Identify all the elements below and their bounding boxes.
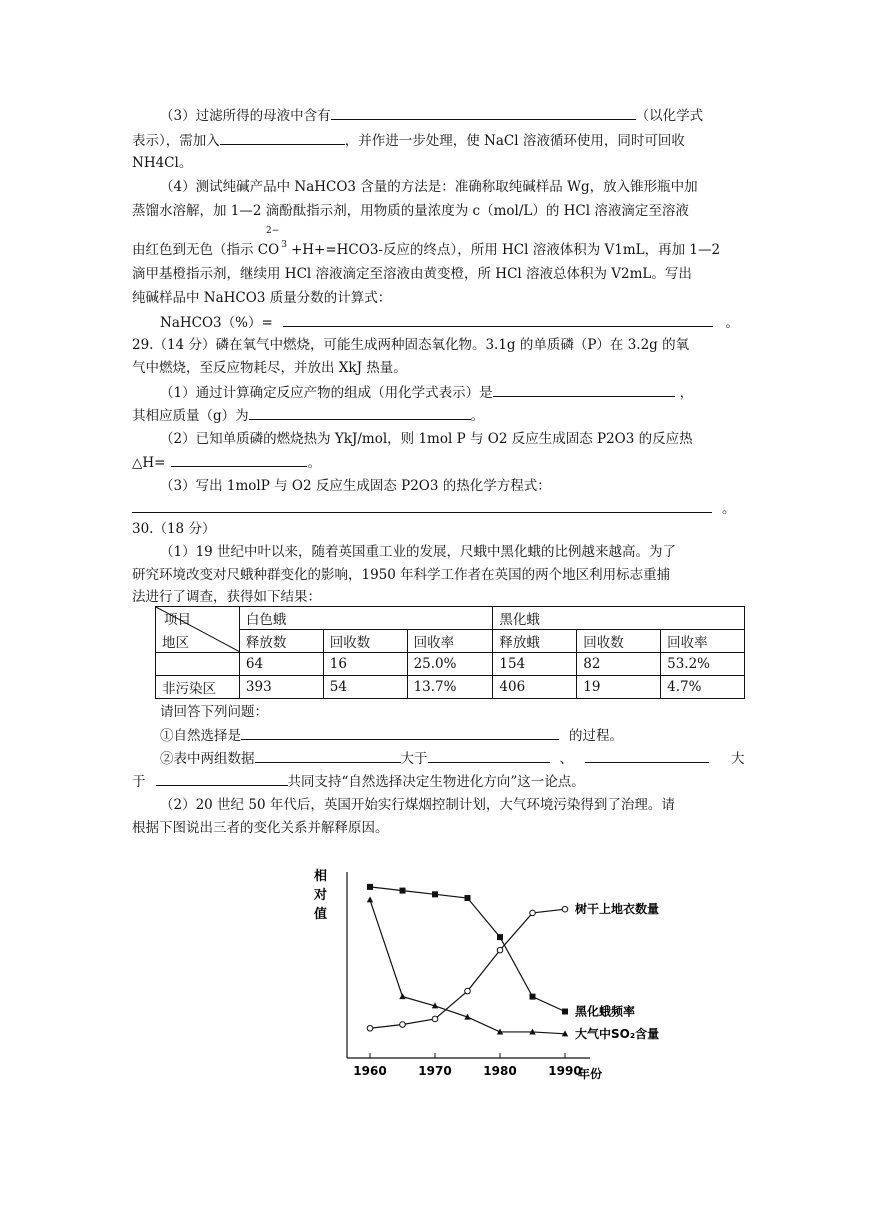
- answer-blank[interactable]: [331, 105, 636, 120]
- q30-q2-line1: [160, 748, 745, 769]
- group-header-white-moth: 白色蛾: [239, 607, 493, 630]
- subheader-cell: 回收数: [577, 630, 661, 653]
- data-point: [562, 906, 568, 912]
- punct: 。: [307, 455, 321, 471]
- data-point: [367, 884, 373, 890]
- punct: 。: [470, 408, 485, 424]
- data-point: [432, 891, 438, 897]
- q28-p3-line3: NH4Cl。: [132, 155, 193, 171]
- q28-p4-line5: 纯碱样品中 NaHCO3 质量分数的计算式：: [132, 290, 392, 306]
- q30-heading: 30.（18 分）: [132, 521, 216, 537]
- q28-p3-line1: [160, 105, 703, 126]
- data-point: [399, 993, 405, 999]
- table-cell: 406: [493, 676, 577, 699]
- punct: 。: [722, 501, 736, 517]
- q30-p1-line1: （1）19 世纪中叶以来，随着英国重工业的发展，尺蛾中黑化蛾的比例越来越高。为了: [160, 544, 677, 560]
- q30-p1-line3: 法进行了调查，获得如下结果：: [132, 589, 321, 605]
- series-label: 树干上地衣数量: [575, 902, 660, 917]
- x-axis-label: 年份: [578, 1067, 603, 1081]
- corner-header-bottom: 地区: [162, 635, 189, 651]
- table-cell: 64: [239, 653, 323, 676]
- q30-p1-line2: 研究环境改变对尺蛾种群变化的影响，1950 年科学工作者在英国的两个地区利用标志重捕: [132, 567, 671, 583]
- data-point: [432, 1016, 438, 1022]
- subheader-cell: 释放蛾: [493, 630, 577, 653]
- q30-q2-text-b: 大于: [400, 751, 428, 767]
- q28-p4-text-c2: +H+=HCO3-反应的终点），所用 HCl 溶液体积为 V1mL，再加 1—2: [290, 242, 721, 258]
- data-point: [465, 895, 471, 901]
- table-cell: 54: [323, 676, 407, 699]
- q29-p3-line1: （3）写出 1molP 与 O2 反应生成固态 P2O3 的热化学方程式：: [160, 478, 551, 494]
- q30-p2-line1: （2）20 世纪 50 年代后，英国开始实行煤烟控制计划，大气环境污染得到了治理。请: [160, 797, 675, 813]
- x-tick-label: 1990: [548, 1064, 582, 1078]
- q28-p4-formula-label: NaHCO3（%）=: [160, 315, 273, 331]
- q30-q2-text-d: 大: [731, 751, 745, 767]
- q28-p4-text-c1: 由红色到无色（指示 CO: [132, 242, 280, 258]
- q30-q1-text: ①自然选择是: [160, 728, 241, 744]
- table-cell: 393: [239, 676, 323, 699]
- y-axis-label-char: 对: [314, 888, 328, 903]
- subheader-cell: 回收率: [407, 630, 493, 653]
- q30-q2-text-e: 于: [132, 774, 146, 790]
- q28-p4-line2: 蒸馏水溶解，加 1—2 滴酚酞指示剂，用物质的量浓度为 c（mol/L）的 HCl 溶液滴定至溶液: [132, 203, 689, 219]
- group-header-melanic-moth: 黑化蛾: [493, 607, 745, 630]
- data-point: [367, 1025, 373, 1031]
- q29-line1: 29.（14 分）磷在氧气中燃烧，可能生成两种固态氧化物。3.1g 的单质磷（P）在 3.2g 的氧: [132, 337, 690, 353]
- data-point: [497, 947, 503, 953]
- answer-blank[interactable]: [283, 312, 713, 327]
- subheader-cell: 回收率: [661, 630, 745, 653]
- data-point: [367, 896, 373, 902]
- table-cell: 53.2%: [661, 653, 745, 676]
- q28-p3-text-c: 表示），需加入: [132, 133, 220, 149]
- answer-blank[interactable]: [585, 748, 709, 763]
- punct: 。: [725, 315, 739, 331]
- q30-ask: 请回答下列问题：: [160, 704, 268, 720]
- y-axis-label-char: 值: [314, 907, 328, 922]
- q28-p4-line4: 滴甲基橙指示剂，继续用 HCl 溶液滴定至溶液由黄变橙，所 HCl 溶液总体积为 V2mL。写出: [132, 266, 692, 282]
- table-corner-cell: [156, 607, 240, 653]
- data-point: [497, 934, 503, 940]
- data-point: [400, 1022, 406, 1028]
- superscript-charge: 2−: [266, 226, 280, 236]
- answer-blank[interactable]: [171, 452, 307, 467]
- q30-q2-text: ②表中两组数据: [160, 751, 255, 767]
- q30-q1-text-b: 的过程。: [569, 728, 623, 744]
- table-cell: 13.7%: [407, 676, 493, 699]
- table-cell: 19: [577, 676, 661, 699]
- series-label: 黑化蛾频率: [575, 1004, 636, 1019]
- q30-q2-line2: [132, 771, 585, 792]
- answer-blank[interactable]: [156, 771, 288, 786]
- subheader-cell: 释放数: [239, 630, 323, 653]
- x-tick-label: 1980: [483, 1064, 517, 1078]
- q29-line2: 气中燃烧，至反应物耗尽，并放出 XkJ 热量。: [132, 360, 407, 376]
- table-cell: 25.0%: [407, 653, 493, 676]
- q29-p3-line2: [132, 498, 736, 519]
- q28-p3-line2: [132, 130, 685, 151]
- answer-blank[interactable]: [249, 405, 471, 420]
- answer-blank[interactable]: [241, 725, 559, 740]
- region-cell: [156, 653, 240, 676]
- table-row: [156, 653, 745, 676]
- q28-p3-text-d: ，并作进一步处理，使 NaCl 溶液循环使用，同时可回收: [344, 133, 685, 149]
- punct: ，: [679, 385, 694, 401]
- q30-q2-text-f: 共同支持“自然选择决定生物进化方向”这一论点。: [287, 774, 585, 790]
- region-cell: 非污染区: [156, 676, 240, 699]
- punct: 、: [559, 751, 573, 767]
- q28-p4-line3: [132, 240, 720, 262]
- y-axis-label-char: 相: [314, 869, 328, 884]
- corner-header-top: 项目: [164, 612, 191, 628]
- answer-blank[interactable]: [493, 382, 675, 397]
- table-cell: 4.7%: [661, 676, 745, 699]
- q29-p1-line1: [160, 382, 693, 403]
- q28-p3-text: （3）过滤所得的母液中含有: [160, 108, 331, 124]
- mark-recapture-table: [155, 606, 745, 699]
- subheader-cell: 回收数: [323, 630, 407, 653]
- data-point: [465, 988, 471, 994]
- data-point: [400, 888, 406, 894]
- subscript-index: 3: [281, 240, 287, 250]
- q29-p1-line2: [132, 405, 484, 426]
- q30-p2-line2: 根据下图说出三者的变化关系并解释原因。: [132, 820, 389, 836]
- data-point: [530, 910, 536, 916]
- q29-p1-text: （1）通过计算确定反应产物的组成（用化学式表示）是: [160, 385, 493, 401]
- trend-chart: [305, 862, 685, 1102]
- table-cell: 16: [323, 653, 407, 676]
- q28-p4-line1: （4）测试纯碱产品中 NaHCO3 含量的方法是：准确称取纯碱样品 Wg，放入锥形瓶中加: [160, 179, 698, 195]
- q28-p3-text-b: （以化学式: [635, 108, 704, 124]
- table-row: [156, 676, 745, 699]
- answer-blank[interactable]: [428, 748, 550, 763]
- answer-blank[interactable]: [220, 130, 345, 145]
- table-cell: 82: [577, 653, 661, 676]
- data-point: [562, 1009, 568, 1015]
- series-label: 大气中SO₂含量: [575, 1026, 660, 1041]
- series-line: [370, 909, 565, 1028]
- q30-q1: [160, 725, 623, 746]
- q29-p2-text: △H=: [132, 455, 166, 471]
- x-tick-label: 1960: [353, 1064, 387, 1078]
- q29-p1-text-b: 其相应质量（g）为: [132, 408, 249, 424]
- data-point: [530, 994, 536, 1000]
- q28-p4-line6: [160, 312, 739, 333]
- answer-blank[interactable]: [255, 748, 401, 763]
- answer-blank[interactable]: [132, 498, 712, 513]
- table-cell: 154: [493, 653, 577, 676]
- q29-p2-line1: （2）已知单质磷的燃烧热为 YkJ/mol，则 1mol P 与 O2 反应生成固态 P2O3 的反应热: [160, 431, 693, 447]
- q29-p2-line2: [132, 452, 321, 473]
- x-tick-label: 1970: [418, 1064, 452, 1078]
